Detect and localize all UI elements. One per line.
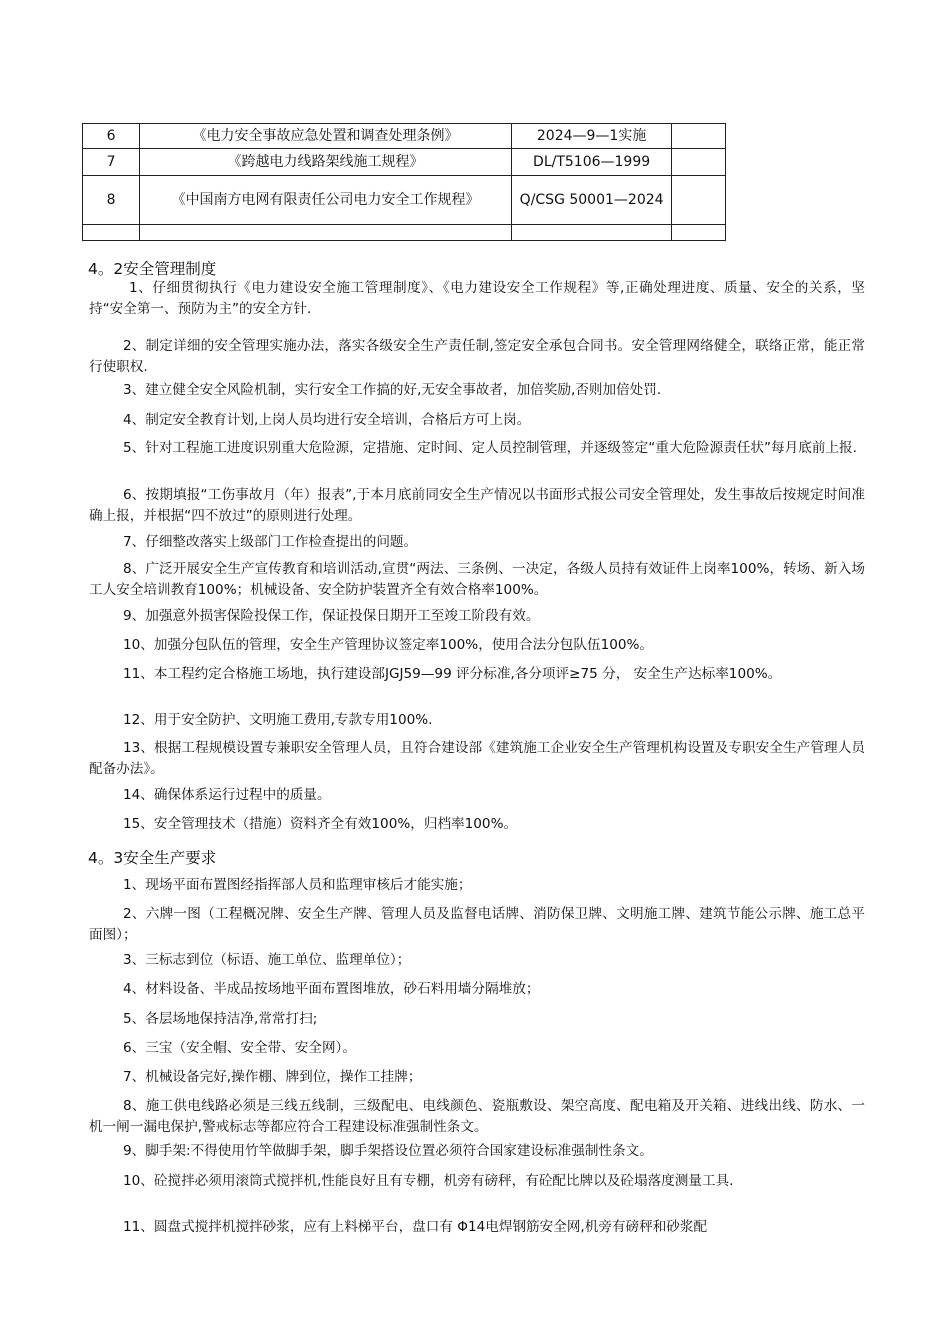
list-item: 13、根据工程规模设置专兼职安全管理人员，且符合建设部《建筑施工企业安全生产管理机构设置及专职安全生产管理人员配备办法》。	[89, 740, 865, 777]
list-item: 2、制定详细的安全管理实施办法，落实各级安全生产责任制,签定安全承包合同书。安全管理网络健全，联络正常，能正常行使职权.	[89, 338, 865, 375]
list-item: 1、现场平面布置图经指挥部人员和监理审核后才能实施；	[123, 877, 472, 893]
standard-code: 2024—9—1实施	[512, 124, 672, 149]
list-item: 3、三标志到位（标语、施工单位、监理单位）；	[123, 952, 411, 968]
list-item: 7、机械设备完好,操作棚、牌到位，操作工挂牌；	[123, 1069, 422, 1085]
list-item: 14、确保体系运行过程中的质量。	[123, 787, 331, 803]
row-number: 7	[83, 149, 140, 176]
remark-cell	[672, 149, 726, 176]
standard-code: Q/CSG 50001—2024	[512, 176, 672, 225]
table-row	[83, 176, 726, 225]
table-row	[83, 124, 726, 149]
row-number: 8	[83, 176, 140, 225]
list-item: 9、加强意外损害保险投保工作，保证投保日期开工至竣工阶段有效。	[123, 608, 540, 624]
section-heading-safety-management: 4。2安全管理制度	[88, 260, 217, 278]
list-item: 1、仔细贯彻执行《电力建设安全施工管理制度》、《电力建设安全工作规程》等,正确处理进度、质量、安全的关系，坚持“安全第一、预防为主”的安全方针.	[89, 280, 865, 317]
list-item: 7、仔细整改落实上级部门工作检查提出的问题。	[123, 534, 418, 550]
table-row	[83, 149, 726, 176]
list-item: 15、安全管理技术（措施）资料齐全有效100%，归档率100%。	[123, 816, 518, 832]
list-item: 10、加强分包队伍的管理，安全生产管理协议签定率100%，使用合法分包队伍100%。	[123, 637, 654, 653]
table-row	[83, 225, 726, 241]
standard-name	[140, 225, 512, 241]
standard-name: 《跨越电力线路架线施工规程》	[140, 149, 512, 176]
remark-cell	[672, 225, 726, 241]
standard-code: DL/T5106—1999	[512, 149, 672, 176]
list-item: 4、制定安全教育计划,上岗人员均进行安全培训，合格后方可上岗。	[123, 412, 531, 428]
list-item: 10、砼搅拌必须用滚筒式搅拌机,性能良好且有专棚，机旁有磅秤，有砼配比牌以及砼塌落度测量工具.	[123, 1173, 734, 1189]
section-heading-safety-requirements: 4。3安全生产要求	[88, 849, 217, 867]
row-number: 6	[83, 124, 140, 149]
list-item: 2、六牌一图（工程概况牌、安全生产牌、管理人员及监督电话牌、消防保卫牌、文明施工牌、建筑节能公示牌、施工总平面图）；	[89, 906, 865, 943]
standard-name: 《电力安全事故应急处置和调查处理条例》	[140, 124, 512, 149]
standard-name: 《中国南方电网有限责任公司电力安全工作规程》	[140, 176, 512, 225]
list-item: 3、建立健全安全风险机制，实行安全工作搞的好,无安全事故者，加倍奖励,否则加倍处罚.	[123, 382, 662, 398]
list-item: 6、按期填报“工伤事故月（年）报表”,于本月底前同安全生产情况以书面形式报公司安全管理处，发生事故后按规定时间准确上报，并根据“四不放过”的原则进行处理。	[89, 487, 865, 524]
list-item: 4、材料设备、半成品按场地平面布置图堆放，砂石料用墙分隔堆放；	[123, 981, 540, 997]
list-item: 5、各层场地保持洁净,常常打扫;	[123, 1011, 318, 1027]
standard-code	[512, 225, 672, 241]
list-item: 5、针对工程施工进度识别重大危险源，定措施、定时间、定人员控制管理，并逐级签定“重大危险源责任状”每月底前上报.	[123, 440, 857, 456]
list-item: 11、圆盘式搅拌机搅拌砂浆，应有上料梯平台，盘口有 Φ14电焊钢筋安全网,机旁有磅秤和砂浆配	[123, 1219, 708, 1235]
list-item: 8、广泛开展安全生产宣传教育和培训活动,宣贯“两法、三条例、一决定，各级人员持有效证件上岗率100%，转场、新入场工人安全培训教育100%；机械设备、安全防护装置齐全有效合格率100%。	[89, 561, 865, 598]
remark-cell	[672, 176, 726, 225]
remark-cell	[672, 124, 726, 149]
list-item: 9、脚手架:不得使用竹竿做脚手架，脚手架搭设位置必须符合国家建设标准强制性条文。	[123, 1143, 653, 1159]
list-item: 6、三宝（安全帽、安全带、安全网）。	[123, 1040, 356, 1056]
row-number	[83, 225, 140, 241]
standards-table	[82, 123, 726, 241]
list-item: 11、本工程约定合格施工场地，执行建设部JGJ59—99 评分标准,各分项评≥75 分， 安全生产达标率100%。	[123, 666, 782, 682]
list-item: 12、用于安全防护、文明施工费用,专款专用100%.	[123, 712, 433, 728]
list-item: 8、施工供电线路必须是三线五线制，三级配电、电线颜色、瓷瓶敷设、架空高度、配电箱及开关箱、进线出线、防水、一机一闸一漏电保护,警戒标志等都应符合工程建设标准强制性条文。	[89, 1098, 865, 1135]
